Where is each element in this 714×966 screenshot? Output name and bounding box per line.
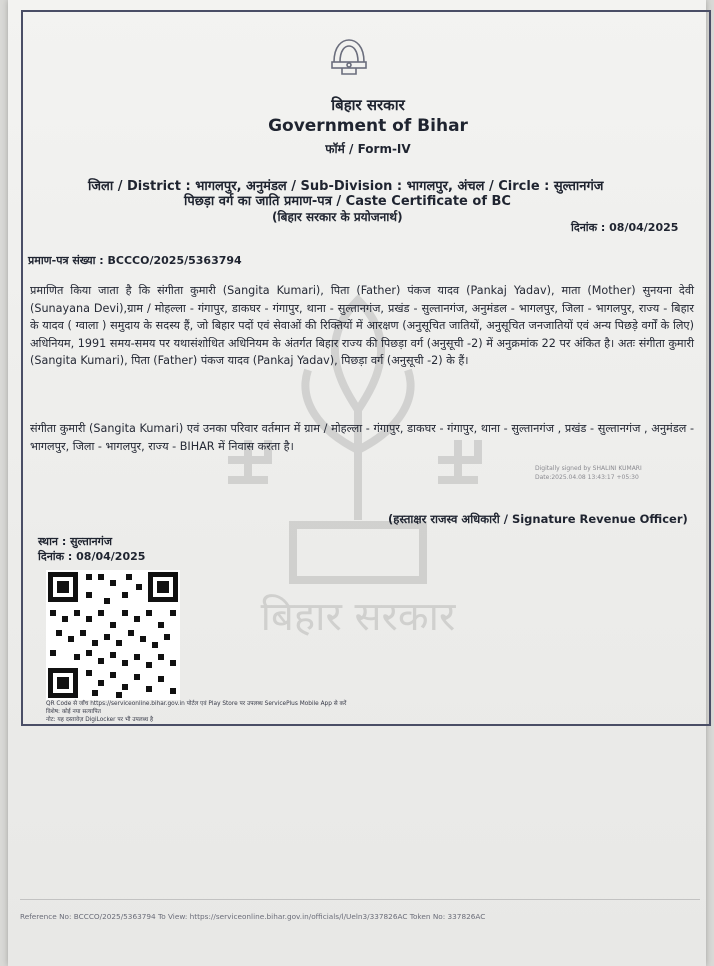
digital-signature-line2: Date:2025.04.08 13:43:17 +05:30 [535,474,639,481]
certificate-type: पिछड़ा वर्ग का जाति प्रमाण-पत्र / Caste Certificate of BC [184,194,511,209]
residence-paragraph: संगीता कुमारी (Sangita Kumari) एवं उनका परिवार वर्तमान में ग्राम / मोहल्ला - गंगापुर, डाकघर - गंगापुर, थाना - सुल्तानगंज , प्रखंड - सुल्तानगंज , अनुमंडल - भागलपुर, जिला - भागलपुर, राज्य - BIHAR में निवास करता है। [30,422,694,453]
certificate-number: प्रमाण-पत्र संख्या : BCCCO/2025/5363794 [28,254,242,267]
header-hindi-govt: बिहार सरकार [331,96,405,114]
certificate-page [8,0,706,966]
ashoka-emblem-icon [320,32,378,78]
header-form: फॉर्म / Form-IV [325,142,411,156]
notes-line2: विशेष: कोई नया सत्यापित [46,709,101,715]
watermark-text: बिहार सरकार [260,594,456,640]
digital-signature-stamp [535,464,642,482]
certificate-purpose: (बिहार सरकार के प्रयोजनार्थ) [272,210,403,224]
qr-code [46,570,180,700]
district-line: जिला / District : भागलपुर, अनुमंडल / Sub-Division : भागलपुर, अंचल / Circle : सुल्तानगंज [88,179,604,194]
place-label: स्थान : सुल्तानगंज [38,535,113,548]
header-govt: Government of Bihar [268,116,468,136]
verification-notes [46,700,346,724]
place-date-label: दिनांक : 08/04/2025 [38,550,146,563]
certificate-body-paragraph: प्रमाणित किया जाता है कि संगीता कुमारी (Sangita Kumari), पिता (Father) पंकज यादव (Pankaj Yadav), माता (Mother) सुनयना देवी (Sunayana Devi),ग्राम / मोहल्ला - गंगापुर, डाकघर - गंगापुर, थाना - सुल्तानगंज, प्रखंड - सुल्तानगंज, अनुमंडल - भागलपुर, जिला - भागलपुर, राज्य - बिहार के यादव ( ग्वाला ) समुदाय के सदस्य हैं, जो बिहार पदों एवं सेवाओं की रिक्तियों में आरक्षण (अनुसूचित जातियों, अनुसूचित जनजातियों एवं अन्य पिछड़े वर्गों के लिए) अधिनियम, 1991 समय-समय पर यथासंशोधित अधिनियम के अंतर्गत बिहार राज्य की पिछड़ा वर्ग (अनुसूची -2) में अनुक्रमांक 22 पर अंकित है। अतः संगीता कुमारी (Sangita Kumari), पिता (Father) पंकज यादव (Pankaj Yadav), पिछड़ा वर्ग (अनुसूची -2) के हैं। [30,284,694,367]
issue-date: दिनांक : 08/04/2025 [571,221,679,234]
digital-signature-line1: Digitally signed by SHALINI KUMARI [535,465,642,472]
notes-line1: QR Code से जाँच https://serviceonline.bihar.gov.in पोर्टल एवं Play Store पर उपलब्ध ServicePlus Mobile App से करें [46,701,347,707]
reference-footer: Reference No: BCCCO/2025/5363794 To View: https://serviceonline.bihar.gov.in/officials/l/Ueln3/337826AC Token No: 337826AC [20,899,700,921]
signature-label: (हस्ताक्षर राजस्व अधिकारी / Signature Revenue Officer) [388,512,688,526]
notes-line3: नोट: यह दस्तावेज़ DigiLocker पर भी उपलब्ध है [46,717,154,723]
